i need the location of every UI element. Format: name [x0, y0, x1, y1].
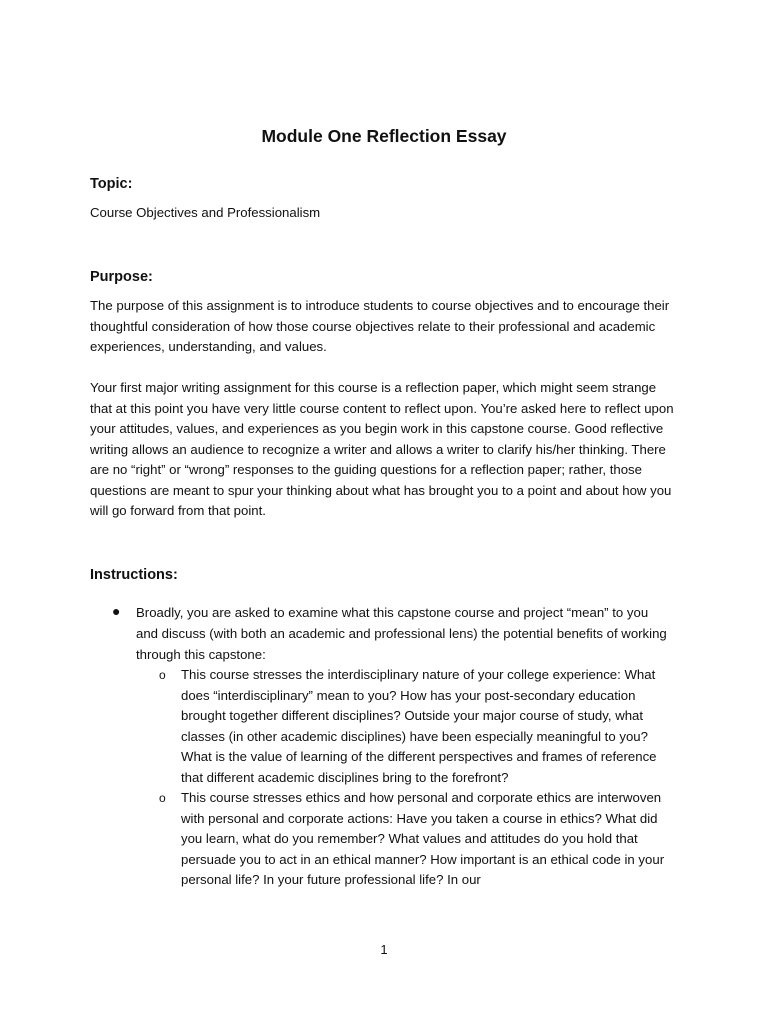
- bullet-text-line1: Broadly, you are asked to examine what this capstone course and project “mean” to you: [136, 605, 649, 620]
- instructions-list: [110, 600, 682, 891]
- bullet-text-rest: and discuss (with both an academic and professional lens) the potential benefits of working through this capstone:: [136, 626, 667, 662]
- circle-bullet-icon: o: [159, 791, 166, 805]
- sub-list-item: [136, 788, 682, 891]
- list-item: [110, 600, 682, 891]
- circle-bullet-icon: o: [159, 668, 166, 682]
- document-title: Module One Reflection Essay: [261, 126, 507, 146]
- topic-text: Course Objectives and Professionalism: [90, 205, 321, 220]
- sub-list-item: [136, 665, 682, 788]
- sub-item-text: This course stresses ethics and how personal and corporate ethics are interwoven with personal and corporate actions: Have you taken a course in ethics? What did you learn, what do you remember? What values and attitudes do you hold that persuade you to act in an ethical manner? How important is an ethical code in your personal life? In your future professional life? In our: [181, 790, 665, 887]
- instructions-heading: Instructions:: [90, 567, 178, 583]
- sub-item-text: This course stresses the interdisciplinary nature of your college experience: What does “interdisciplinary” mean to you? How has your post-secondary education brought together different disciplines? Outside your major course of study, what classes (in other academic disciplines) have been especially meaningful to you? What is the value of learning of the different perspectives and frames of reference that different academic disciplines bring to the forefront?: [181, 667, 657, 785]
- page-number: 1: [380, 942, 388, 957]
- purpose-paragraph-2: Your first major writing assignment for this course is a reflection paper, which might seem strange that at this point you have very little course content to reflect upon. You’re asked here to reflect upon your attitudes, values, and experiences as you begin work in this capstone course. Good reflective writing allows an audience to recognize a writer and allows a writer to clarify his/her thinking. There are no “right” or “wrong” responses to the guiding questions for a reflection paper; rather, those questions are meant to spur your thinking about what has brought you to a point and about how you will go forward from that point.: [90, 380, 674, 518]
- purpose-heading: Purpose:: [90, 269, 153, 285]
- sub-list: [136, 665, 682, 891]
- bullet-icon: ●: [112, 603, 121, 619]
- purpose-paragraph-1: The purpose of this assignment is to introduce students to course objectives and to encourage their thoughtful consideration of how those course objectives relate to their professional and academic experiences, understanding, and values.: [90, 298, 670, 354]
- topic-heading: Topic:: [90, 176, 133, 192]
